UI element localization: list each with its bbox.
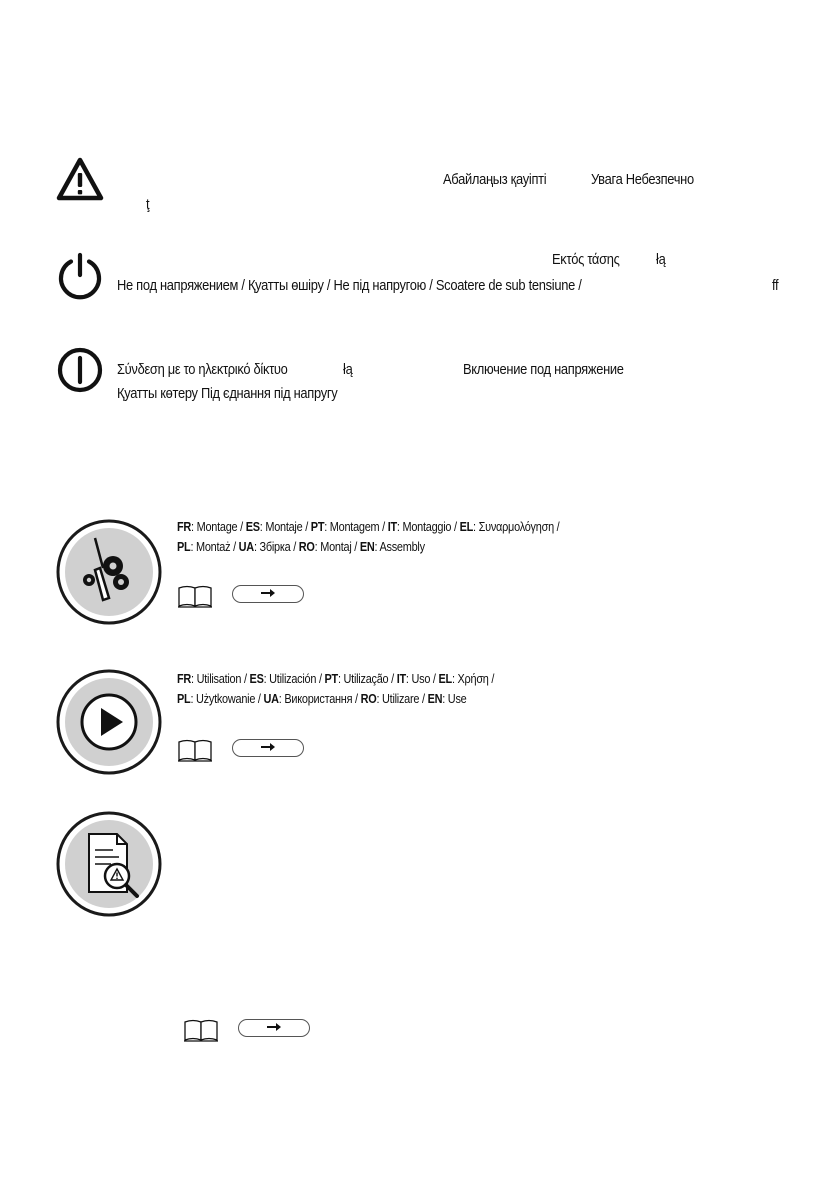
assembly-line-2: PL: Montaż / UA: Збірка / RO: Montaj / EN: Assembly xyxy=(177,539,425,554)
warning-text-kk: Абайлаңыз қауіпті xyxy=(443,171,547,188)
power-on-text-pl: łą xyxy=(343,361,353,378)
use-line-2: PL: Użytkowanie / UA: Використання / RO: Utilizare / EN: Use xyxy=(177,691,467,706)
page-ref-pill[interactable] xyxy=(238,1019,310,1037)
page-ref-pill[interactable] xyxy=(232,585,304,603)
manual-book-icon xyxy=(176,583,216,614)
arrow-right-icon xyxy=(266,1019,282,1037)
assembly-line-1: FR: Montage / ES: Montaje / PT: Montagem / IT: Montaggio / EL: Συναρμολόγηση / xyxy=(177,519,560,534)
warning-triangle-icon xyxy=(56,156,104,207)
power-off-text-pl: łą xyxy=(656,251,666,268)
power-off-text-el: Εκτός τάσης xyxy=(552,251,620,268)
power-on-icon xyxy=(55,345,105,400)
play-icon xyxy=(55,668,163,776)
inspection-manual-link[interactable] xyxy=(182,1017,317,1043)
assembly-manual-link[interactable] xyxy=(176,583,311,609)
power-off-text-en: ff xyxy=(772,277,779,294)
use-manual-link[interactable] xyxy=(176,737,311,763)
warning-text-ua: Увага Небезпечно xyxy=(591,171,694,188)
power-off-text-multi: Не под напряжением / Қуатты өшіру / Не під напругою / Scoatere de sub tensiune / xyxy=(117,277,582,294)
arrow-right-icon xyxy=(260,585,276,603)
assembly-tools-icon xyxy=(55,518,163,626)
warning-text-ro: ţ xyxy=(146,196,150,213)
power-on-text-kk-ua: Қуатты көтеру Під єднання під напругу xyxy=(117,385,338,402)
use-line-1: FR: Utilisation / ES: Utilización / PT: Utilização / IT: Uso / EL: Χρήση / xyxy=(177,671,495,686)
page-ref-pill[interactable] xyxy=(232,739,304,757)
power-on-text-el: Σύνδεση με το ηλεκτρικό δίκτυο xyxy=(117,361,288,378)
manual-book-icon xyxy=(182,1017,222,1048)
power-off-icon xyxy=(55,251,105,306)
document-inspection-icon xyxy=(55,810,163,918)
arrow-right-icon xyxy=(260,739,276,757)
manual-book-icon xyxy=(176,737,216,768)
power-on-text-ru: Включение под напряжение xyxy=(463,361,624,378)
